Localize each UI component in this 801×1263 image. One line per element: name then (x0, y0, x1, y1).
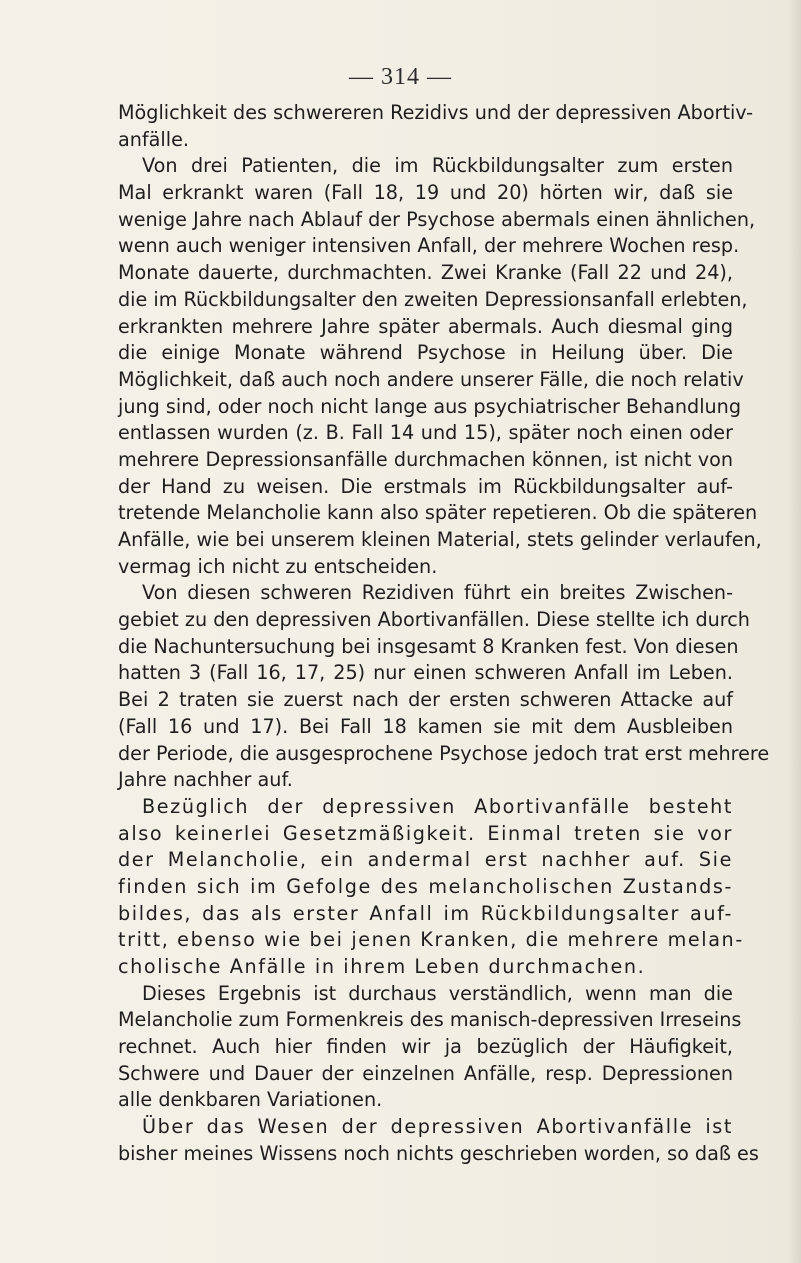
text-line: Möglichkeit des schwereren Rezidivs und der depressiven Abortiv- (118, 101, 754, 124)
page-number: — 314 — (349, 64, 452, 90)
text-line: wenige Jahre nach Ablauf der Psychose abermals einen ähnlichen, (118, 207, 756, 231)
text-line: Jahre nachher auf. (118, 768, 293, 792)
text-line: Schwere und Dauer der einzelnen Anfälle, resp. Depressionen (118, 1061, 733, 1085)
text-line: Bezüglich der depressiven Abortivanfälle besteht (142, 794, 733, 818)
text-line: erkrankten mehrere Jahre später abermals. Auch diesmal ging (118, 314, 733, 338)
body-text (118, 100, 770, 1168)
text-line: tritt, ebenso wie bei jenen Kranken, die mehrere melan- (118, 928, 744, 952)
text-line: Mal erkrankt waren (Fall 18, 19 und 20) hörten wir, daß sie (118, 181, 733, 205)
text-line: wenn auch weniger intensiven Anfall, der mehrere Wochen resp. (118, 234, 740, 258)
text-line: die im Rückbildungsalter den zweiten Depressionsanfall erlebten, (118, 287, 748, 311)
text-line: rechnet. Auch hier finden wir ja bezüglich der Häufigkeit, (118, 1035, 733, 1059)
text-line: jung sind, oder noch nicht lange aus psychiatrischer Behandlung (118, 394, 742, 418)
text-line: (Fall 16 und 17). Bei Fall 18 kamen sie mit dem Ausbleiben (118, 714, 733, 738)
text-line: Möglichkeit, daß auch noch andere unserer Fälle, die noch relativ (118, 367, 744, 391)
text-line: bisher meines Wissens noch nichts geschrieben worden, so daß es (118, 1141, 759, 1165)
text-line: cholische Anfälle in ihrem Leben durchmachen. (118, 955, 646, 978)
text-line: Melancholie zum Formenkreis des manisch-depressiven Irreseins (118, 1008, 742, 1032)
text-line: finden sich im Gefolge des melancholischen Zustands- (118, 874, 733, 898)
text-line: Über das Wesen der depressiven Abortivanfälle ist (142, 1115, 733, 1139)
text-line: Anfälle, wie bei unserem kleinen Material, stets gelinder verlaufen, (118, 528, 762, 551)
text-line: Von drei Patienten, die im Rückbildungsalter zum ersten (142, 154, 733, 178)
text-line: also keinerlei Gesetzmäßigkeit. Einmal treten sie vor (118, 821, 733, 845)
page-edge-shadow (787, 0, 801, 1263)
text-line: Dieses Ergebnis ist durchaus verständlich, wenn man die (142, 981, 733, 1005)
text-line: die einige Monate während Psychose in Heilung über. Die (118, 341, 733, 365)
text-line: bildes, das als erster Anfall im Rückbildungsalter auf- (118, 901, 733, 925)
text-line: gebiet zu den depressiven Abortivanfällen. Diese stellte ich durch (118, 608, 750, 632)
text-line: Monate dauerte, durchmachten. Zwei Kranke (Fall 22 und 24), (118, 261, 733, 285)
text-line: mehrere Depressionsanfälle durchmachen können, ist nicht von (118, 447, 733, 471)
text-line: hatten 3 (Fall 16, 17, 25) nur einen schweren Anfall im Leben. (118, 661, 733, 685)
text-line: entlassen wurden (z. B. Fall 14 und 15), später noch einen oder (118, 421, 733, 445)
text-line: die Nachuntersuchung bei insgesamt 8 Kranken fest. Von diesen (118, 634, 739, 658)
text-line: Bei 2 traten sie zuerst nach der ersten schweren Attacke auf (118, 688, 733, 712)
text-line: anfälle. (118, 127, 189, 151)
text-line: der Periode, die ausgesprochene Psychose jedoch trat erst mehrere (118, 741, 770, 765)
text-line: vermag ich nicht zu entscheiden. (118, 554, 438, 578)
text-line: der Melancholie, ein andermal erst nachher auf. Sie (118, 848, 733, 872)
text-line: tretende Melancholie kann also später repetieren. Ob die späteren (118, 501, 758, 525)
text-line: alle denkbaren Variationen. (118, 1088, 383, 1112)
text-line: Von diesen schweren Rezidiven führt ein breites Zwischen- (142, 581, 733, 605)
text-line: der Hand zu weisen. Die erstmals im Rückbildungsalter auf- (118, 474, 733, 498)
